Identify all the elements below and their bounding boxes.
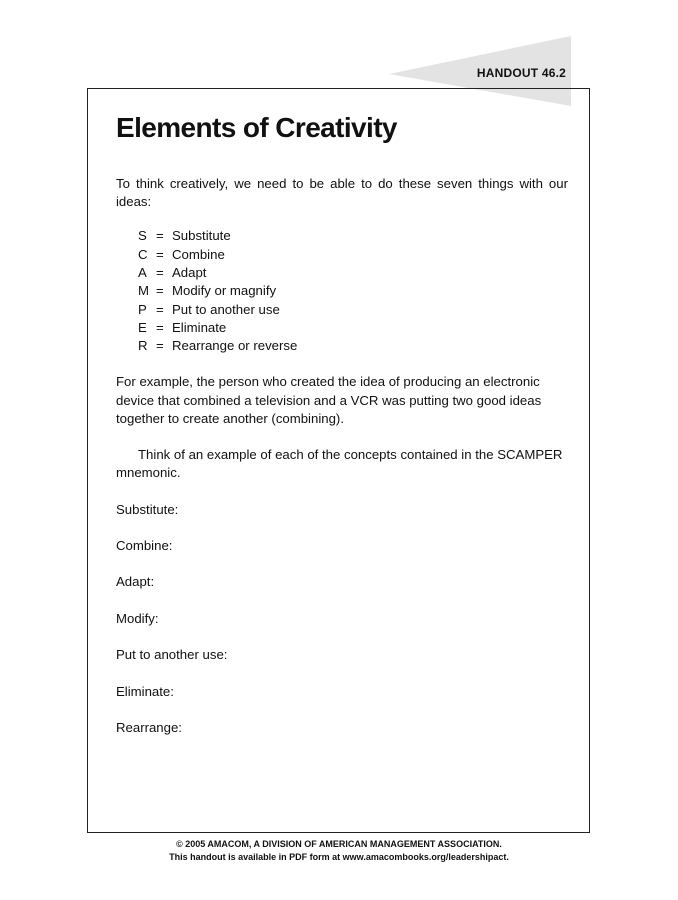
availability-line: This handout is available in PDF form at www.amacombooks.org/leadershipact. <box>169 851 509 862</box>
prompt-label: Adapt: <box>116 574 155 590</box>
prompt-label: Eliminate: <box>116 683 174 699</box>
scamper-letter: S <box>138 228 147 244</box>
scamper-meaning: Adapt <box>172 265 207 280</box>
footer <box>0 838 678 863</box>
scamper-item <box>138 337 568 355</box>
scamper-item <box>138 227 568 245</box>
prompt-list <box>116 501 568 738</box>
scamper-item <box>138 264 568 282</box>
copyright-line: © 2005 AMACOM, A DIVISION OF AMERICAN MANAGEMENT ASSOCIATION. <box>176 839 502 849</box>
page-title: Elements of Creativity <box>116 112 397 143</box>
scamper-item <box>138 319 568 337</box>
scamper-meaning: Rearrange or reverse <box>172 338 298 354</box>
intro-paragraph: To think creatively, we need to be able to do these seven things with our ideas: <box>116 176 568 210</box>
scamper-equals: = <box>156 338 164 354</box>
prompt-label: Rearrange: <box>116 720 182 736</box>
scamper-letter: P <box>138 301 147 317</box>
scamper-equals: = <box>156 319 164 335</box>
scamper-meaning: Substitute <box>172 228 231 244</box>
scamper-item <box>138 246 568 264</box>
instruction-paragraph: Think of an example of each of the concepts contained in the SCAMPER mnemonic. <box>116 447 563 481</box>
example-paragraph: For example, the person who created the idea of producing an electronic device that combined a television and a VCR was putting two good ideas together to create another (combining). <box>116 374 542 426</box>
scamper-equals: = <box>156 301 164 317</box>
scamper-item <box>138 282 568 300</box>
scamper-equals: = <box>156 246 164 262</box>
handout-number: HANDOUT 46.2 <box>476 66 566 80</box>
scamper-letter: C <box>138 246 148 262</box>
scamper-item <box>138 301 568 319</box>
handout-content <box>116 110 568 756</box>
scamper-meaning: Put to another use <box>172 301 280 317</box>
scamper-list <box>138 227 568 355</box>
scamper-letter: E <box>138 319 147 335</box>
scamper-equals: = <box>156 228 164 244</box>
scamper-letter: M <box>138 283 149 299</box>
prompt-label: Put to another use: <box>116 647 228 663</box>
scamper-meaning: Modify or magnify <box>172 283 277 299</box>
prompt-label: Modify: <box>116 610 159 626</box>
scamper-equals: = <box>156 283 164 299</box>
prompt-label: Combine: <box>116 537 173 553</box>
scamper-meaning: Eliminate <box>172 319 227 335</box>
scamper-letter: A <box>138 265 147 280</box>
scamper-equals: = <box>156 265 164 280</box>
prompt-label: Substitute: <box>116 501 179 517</box>
scamper-meaning: Combine <box>172 246 225 262</box>
scamper-letter: R <box>138 338 148 354</box>
